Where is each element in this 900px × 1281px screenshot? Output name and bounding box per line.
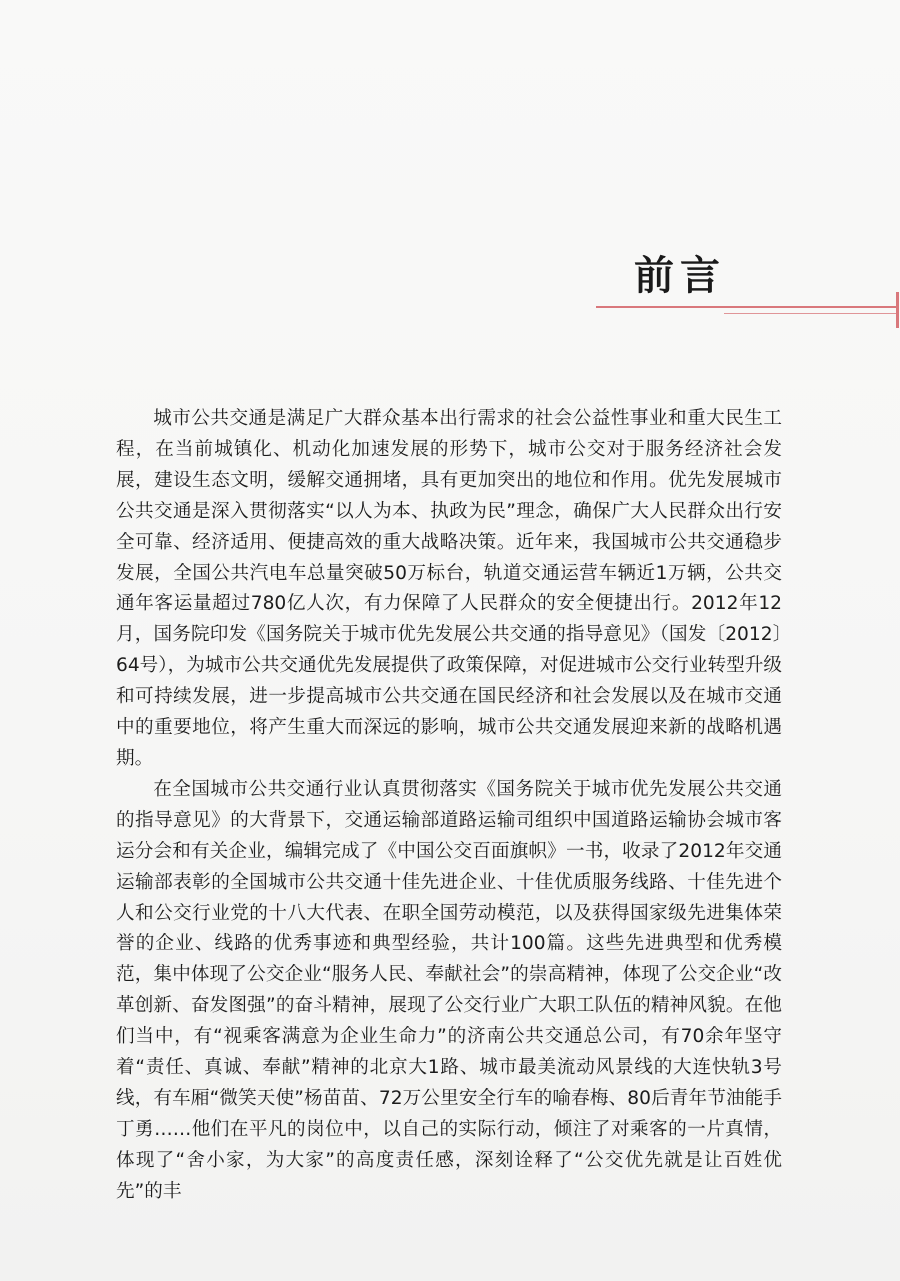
paragraph: 在全国城市公共交通行业认真贯彻落实《国务院关于城市优先发展公共交通的指导意见》的大背景下，交通运输部道路运输司组织中国道路运输协会城市客运分会和有关企业，编辑完成了《中国公交百面旗帜》一书，收录了2012年交通运输部表彰的全国城市公共交通十佳先进企业、十佳优质服务线路、十佳先进个人和公交行业党的十八大代表、在职全国劳动模范，以及获得国家级先进集体荣誉的企业、线路的优秀事迹和典型经验，共计100篇。这些先进典型和优秀模范，集中体现了公交企业“服务人民、奉献社会”的崇高精神，体现了公交企业“改革创新、奋发图强”的奋斗精神，展现了公交行业广大职工队伍的精神风貌。在他们当中，有“视乘客满意为企业生命力”的济南公共交通总公司，有70余年坚守着“责任、真诚、奉献”精神的北京大1路、城市最美流动风景线的大连快轨3号线，有车厢“微笑天使”杨苗苗、72万公里安全行车的喻春梅、80后青年节油能手丁勇……他们在平凡的岗位中，以自己的实际行动，倾注了对乘客的一片真情，体现了“舍小家，为大家”的高度责任感，深刻诠释了“公交优先就是让百姓优先”的丰 [116, 778, 782, 1202]
preface-heading-block [0, 232, 900, 322]
title-underline-secondary [724, 313, 896, 314]
page-title: 前言 [634, 253, 726, 299]
title-underline [596, 306, 896, 308]
paragraph: 城市公共交通是满足广大群众基本出行需求的社会公益性事业和重大民生工程，在当前城镇化、机动化加速发展的形势下，城市公交对于服务经济社会发展，建设生态文明，缓解交通拥堵，具有更加突出的地位和作用。优先发展城市公共交通是深入贯彻落实“以人为本、执政为民”理念，确保广大人民群众出行安全可靠、经济适用、便捷高效的重大战略决策。近年来，我国城市公共交通稳步发展，全国公共汽电车总量突破50万标台，轨道交通运营车辆近1万辆，公共交通年客运量超过780亿人次，有力保障了人民群众的安全便捷出行。2012年12月，国务院印发《国务院关于城市优先发展公共交通的指导意见》（国发〔2012〕64号），为城市公共交通优先发展提供了政策保障，对促进城市公交行业转型升级和可持续发展，进一步提高城市公共交通在国民经济和社会发展以及在城市交通中的重要地位，将产生重大而深远的影响，城市公共交通发展迎来新的战略机遇期。 [116, 408, 782, 769]
preface-body [116, 404, 782, 1208]
title-rule-end-mark [896, 292, 899, 328]
